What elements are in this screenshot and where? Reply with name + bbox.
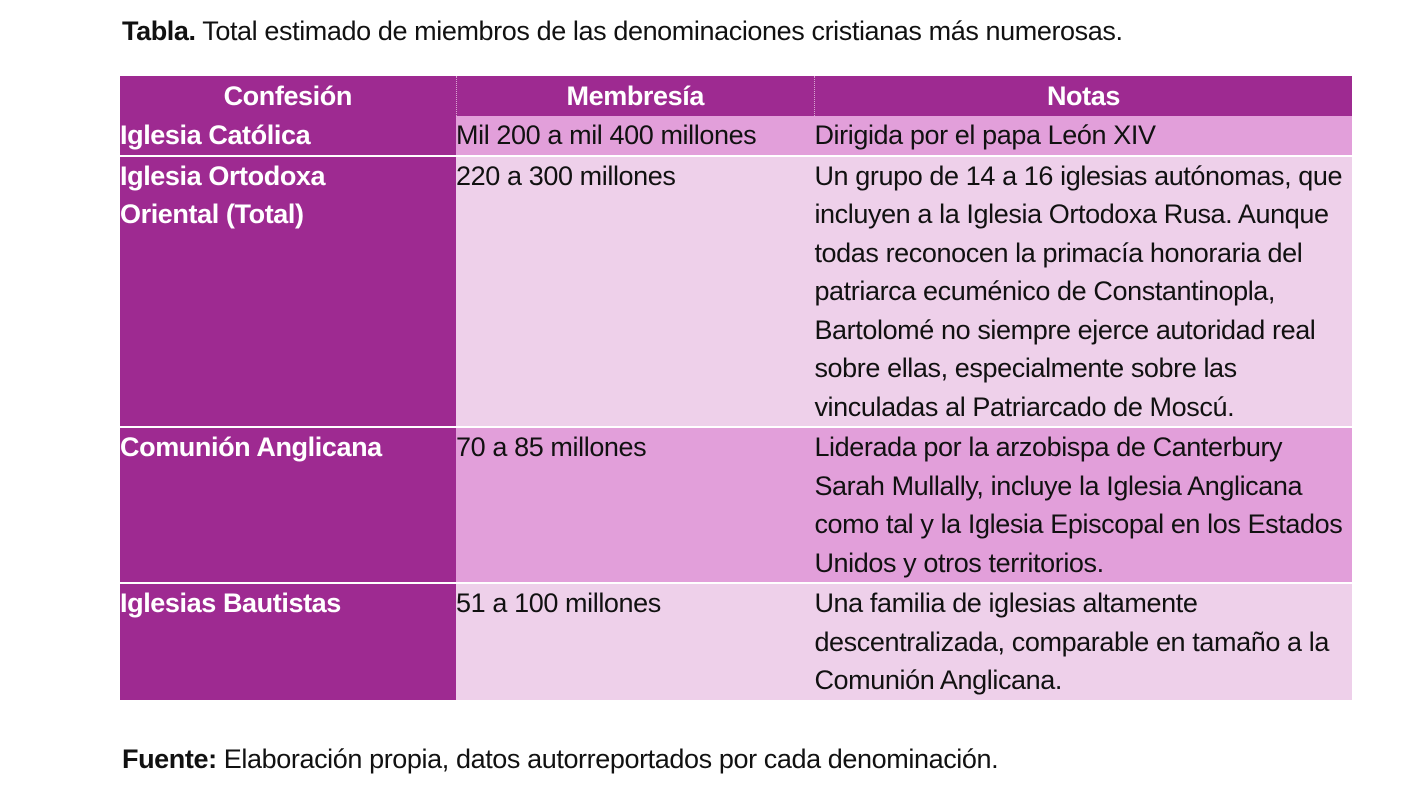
cell-confesion: Iglesia Católica [120, 116, 456, 156]
cell-confesion: Comunión Anglicana [120, 427, 456, 583]
cell-membresia: 70 a 85 millones [456, 427, 814, 583]
table-caption [122, 14, 1123, 48]
cell-notas: Un grupo de 14 a 16 iglesias autónomas, que incluyen a la Iglesia Ortodoxa Rusa. Aunque todas reconocen la primacía honoraria del patriarca ecuménico de Constantinopla, Bartolomé no siempre ejerce autoridad real sobre ellas, especialmente sobre las vinculadas al Patriarcado de Moscú. [814, 156, 1352, 428]
header-row [120, 76, 1352, 116]
table-row [120, 116, 1352, 156]
cell-confesion: Iglesias Bautistas [120, 583, 456, 700]
cell-membresia: 51 a 100 millones [456, 583, 814, 700]
cell-membresia: 220 a 300 millones [456, 156, 814, 428]
source-label: Fuente: [122, 744, 217, 774]
table-row [120, 156, 1352, 428]
table-row [120, 427, 1352, 583]
caption-label: Tabla. [122, 16, 196, 46]
cell-confesion: Iglesia Ortodoxa Oriental (Total) [120, 156, 456, 428]
source-text: Elaboración propia, datos autorreportados por cada denominación. [216, 744, 999, 774]
caption-text: Total estimado de miembros de las denominaciones cristianas más numerosas. [195, 16, 1123, 46]
header-notas: Notas [814, 76, 1352, 116]
header-membresia: Membresía [456, 76, 814, 116]
table-row [120, 583, 1352, 700]
header-confesion: Confesión [120, 76, 456, 116]
cell-notas: Dirigida por el papa León XIV [814, 116, 1352, 156]
table-body [120, 116, 1352, 700]
cell-notas: Liderada por la arzobispa de Canterbury Sarah Mullally, incluye la Iglesia Anglicana como tal y la Iglesia Episcopal en los Estados Unidos y otros territorios. [814, 427, 1352, 583]
table-header [120, 76, 1352, 116]
cell-membresia: Mil 200 a mil 400 millones [456, 116, 814, 156]
table-source-note [122, 742, 998, 776]
cell-notas: Una familia de iglesias altamente descentralizada, comparable en tamaño a la Comunión Anglicana. [814, 583, 1352, 700]
denominations-table [120, 76, 1352, 700]
